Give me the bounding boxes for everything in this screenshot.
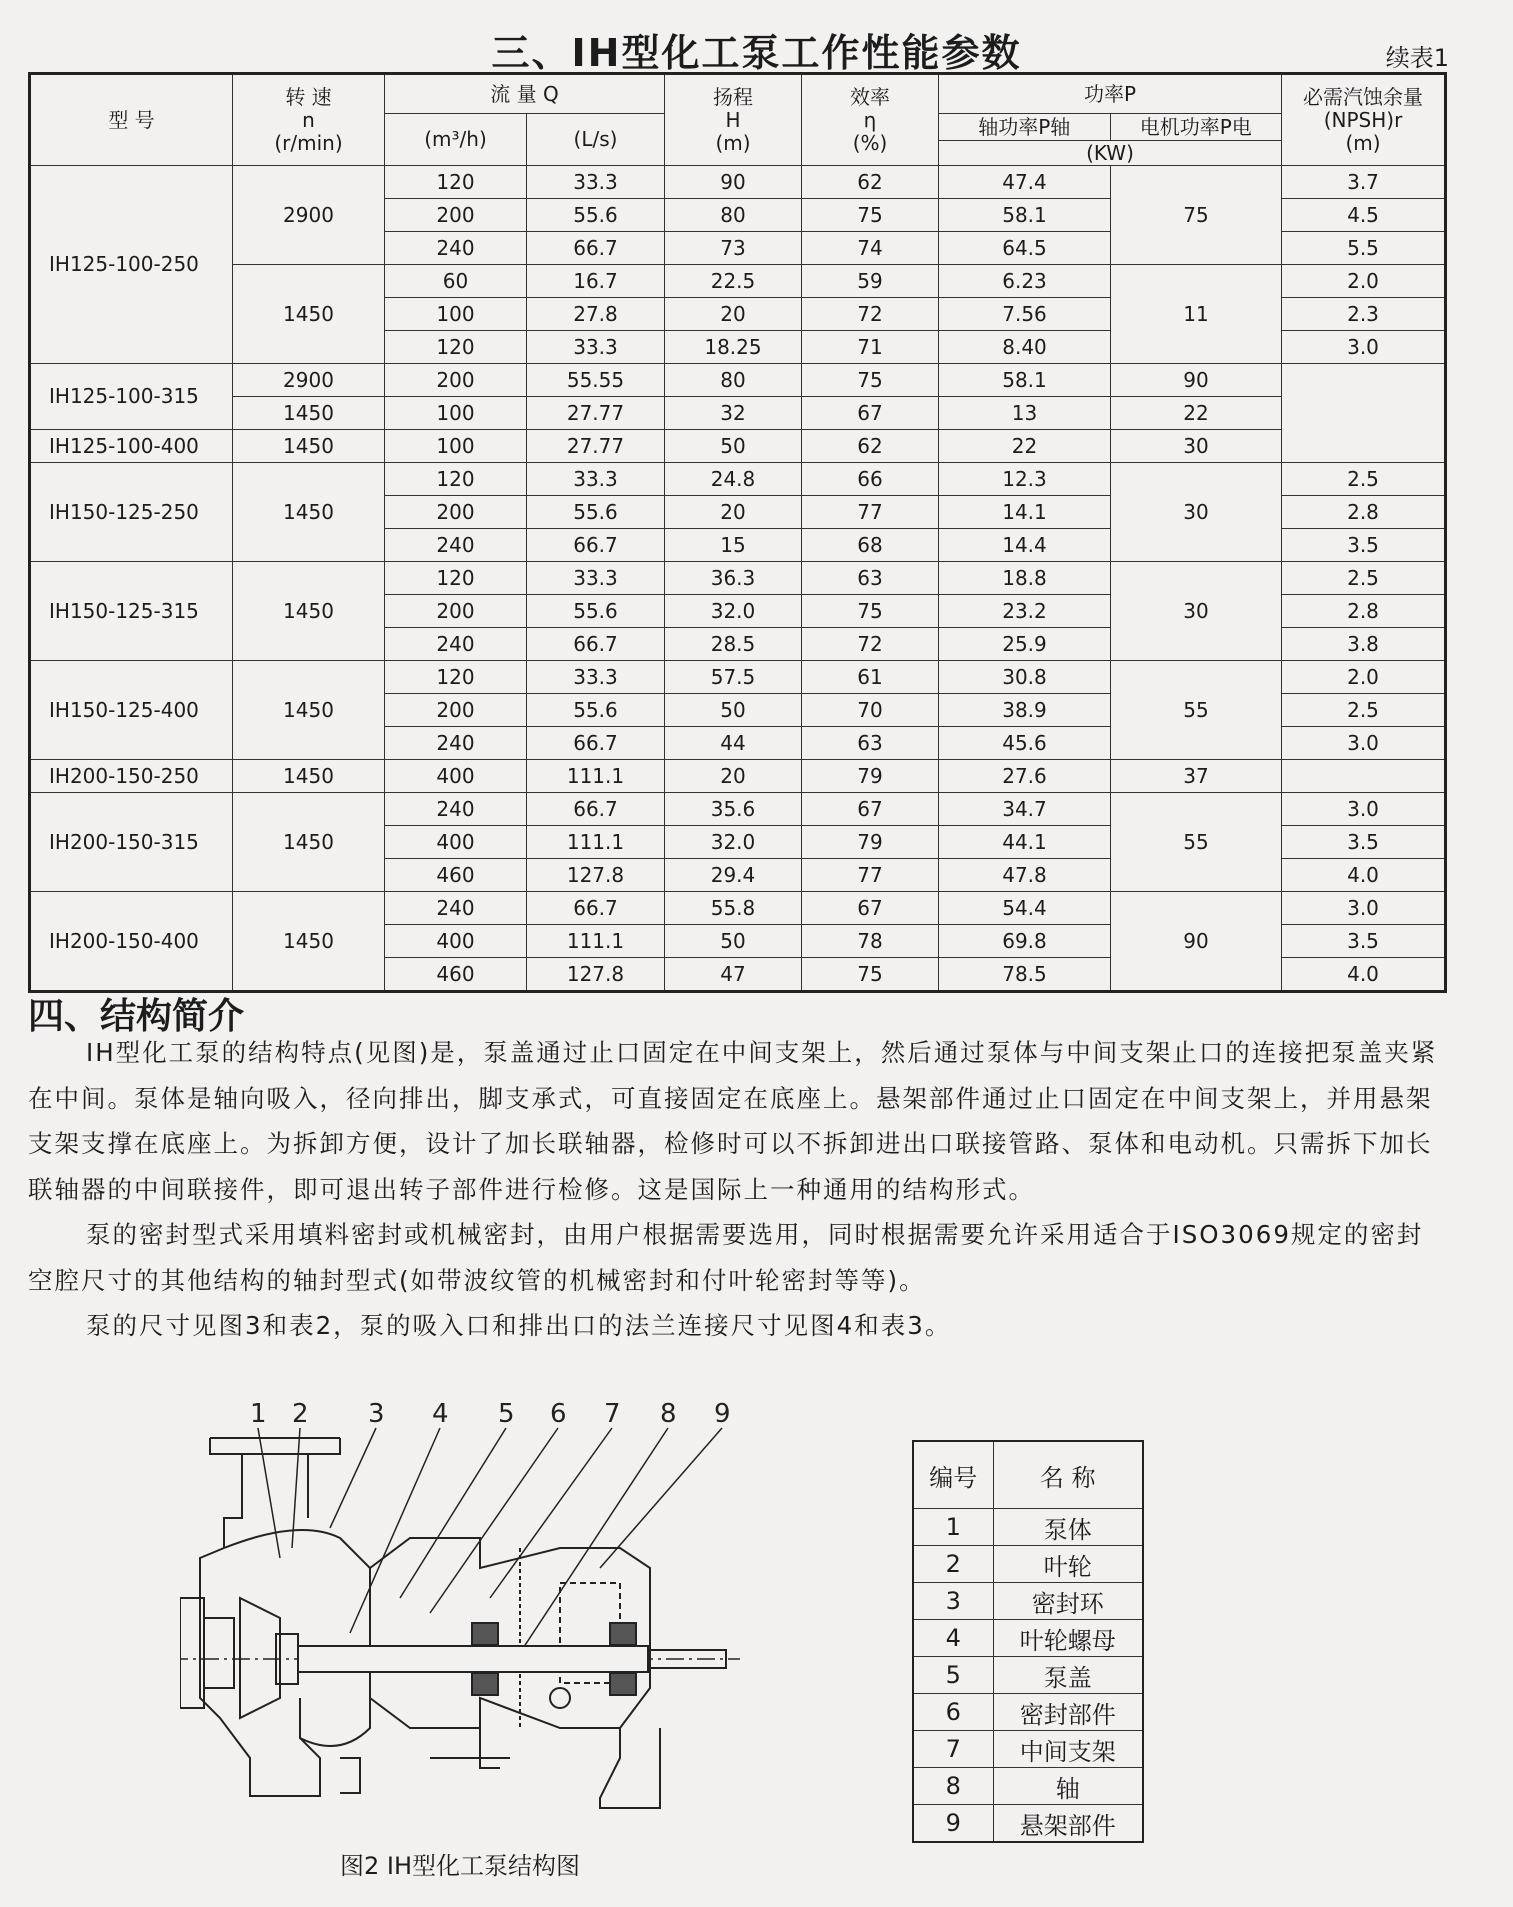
cell-npsh: 2.8 xyxy=(1282,496,1446,529)
cell-head: 20 xyxy=(665,760,802,793)
cell-head: 36.3 xyxy=(665,562,802,595)
cell-model: IH200-150-315 xyxy=(30,793,233,892)
callout-6: 6 xyxy=(550,1399,567,1429)
cell-flow-ls: 27.8 xyxy=(527,298,665,331)
callout-8: 8 xyxy=(660,1399,677,1429)
cell-flow-m3h: 100 xyxy=(385,430,527,463)
cell-npsh: 2.5 xyxy=(1282,694,1446,727)
cell-shaft-power: 13 xyxy=(939,397,1111,430)
parts-row xyxy=(913,1657,1143,1694)
cell-head: 57.5 xyxy=(665,661,802,694)
part-name: 叶轮螺母 xyxy=(993,1620,1143,1657)
callout-3: 3 xyxy=(368,1399,385,1429)
part-name: 轴 xyxy=(993,1768,1143,1805)
table-row xyxy=(30,463,1446,496)
header-speed: 转 速 n (r/min) xyxy=(233,74,385,166)
header-power-sub xyxy=(939,114,1282,166)
cell-speed: 1450 xyxy=(233,562,385,661)
parts-row xyxy=(913,1768,1143,1805)
cell-npsh xyxy=(1282,364,1446,463)
cell-head: 32.0 xyxy=(665,826,802,859)
cell-npsh: 3.8 xyxy=(1282,628,1446,661)
parts-row xyxy=(913,1694,1143,1731)
callout-9: 9 xyxy=(714,1399,731,1429)
cell-speed: 1450 xyxy=(233,265,385,364)
cell-head: 80 xyxy=(665,364,802,397)
header-flow-ls: (L/s) xyxy=(527,114,665,166)
performance-table-body xyxy=(30,166,1446,992)
parts-header-number: 编号 xyxy=(913,1441,993,1509)
part-name: 悬架部件 xyxy=(993,1805,1143,1843)
part-number: 6 xyxy=(913,1694,993,1731)
cell-shaft-power: 54.4 xyxy=(939,892,1111,925)
header-motor-power: 电机功率P电 xyxy=(1139,114,1252,139)
cell-head: 47 xyxy=(665,958,802,992)
part-name: 密封部件 xyxy=(993,1694,1143,1731)
part-number: 4 xyxy=(913,1620,993,1657)
cell-efficiency: 63 xyxy=(802,562,939,595)
cell-shaft-power: 22 xyxy=(939,430,1111,463)
cell-shaft-power: 27.6 xyxy=(939,760,1111,793)
cell-npsh: 2.5 xyxy=(1282,463,1446,496)
part-name: 泵体 xyxy=(993,1509,1143,1546)
cell-head: 50 xyxy=(665,925,802,958)
cell-npsh: 4.0 xyxy=(1282,859,1446,892)
table-row xyxy=(30,760,1446,793)
cell-flow-ls: 111.1 xyxy=(527,925,665,958)
figure-caption: 图2 IH型化工泵结构图 xyxy=(340,1852,581,1880)
cell-shaft-power: 23.2 xyxy=(939,595,1111,628)
cell-npsh: 3.5 xyxy=(1282,826,1446,859)
callout-7: 7 xyxy=(604,1399,621,1429)
parts-row xyxy=(913,1546,1143,1583)
cell-shaft-power: 34.7 xyxy=(939,793,1111,826)
cell-flow-m3h: 200 xyxy=(385,199,527,232)
cell-shaft-power: 38.9 xyxy=(939,694,1111,727)
cell-flow-ls: 127.8 xyxy=(527,859,665,892)
cell-shaft-power: 30.8 xyxy=(939,661,1111,694)
cell-efficiency: 77 xyxy=(802,496,939,529)
part-name: 中间支架 xyxy=(993,1731,1143,1768)
cell-efficiency: 61 xyxy=(802,661,939,694)
cell-shaft-power: 6.23 xyxy=(939,265,1111,298)
callout-5: 5 xyxy=(498,1399,515,1429)
cell-motor-power: 37 xyxy=(1111,760,1282,793)
cell-speed: 1450 xyxy=(233,463,385,562)
cell-flow-ls: 55.6 xyxy=(527,496,665,529)
callout-4: 4 xyxy=(432,1399,449,1429)
cell-motor-power: 55 xyxy=(1111,793,1282,892)
cell-flow-m3h: 200 xyxy=(385,595,527,628)
cell-flow-ls: 27.77 xyxy=(527,430,665,463)
cell-efficiency: 59 xyxy=(802,265,939,298)
cell-head: 20 xyxy=(665,496,802,529)
cell-flow-ls: 55.55 xyxy=(527,364,665,397)
cell-efficiency: 75 xyxy=(802,595,939,628)
part-number: 3 xyxy=(913,1583,993,1620)
cell-motor-power: 90 xyxy=(1111,364,1282,397)
cell-efficiency: 72 xyxy=(802,628,939,661)
parts-table xyxy=(912,1440,1144,1843)
cell-flow-ls: 111.1 xyxy=(527,760,665,793)
cell-efficiency: 75 xyxy=(802,364,939,397)
paragraph: IH型化工泵的结构特点(见图)是，泵盖通过止口固定在中间支架上，然后通过泵体与中间支架止口的连接把泵盖夹紧在中间。泵体是轴向吸入，径向排出，脚支承式，可直接固定在底座上。悬架部件通过止口固定在中间支架上，并用悬架支架支撑在底座上。为拆卸方便，设计了加长联轴器，检修时可以不拆卸进出口联接管路、泵体和电动机。只需拆下加长联轴器的中间联接件，即可退出转子部件进行检修。这是国际上一种通用的结构形式。 xyxy=(28,1038,1438,1204)
cell-head: 22.5 xyxy=(665,265,802,298)
cell-flow-ls: 55.6 xyxy=(527,199,665,232)
cell-head: 44 xyxy=(665,727,802,760)
cell-efficiency: 63 xyxy=(802,727,939,760)
cell-speed: 1450 xyxy=(233,892,385,992)
cell-flow-m3h: 100 xyxy=(385,397,527,430)
cell-shaft-power: 47.8 xyxy=(939,859,1111,892)
cell-motor-power: 75 xyxy=(1111,166,1282,265)
table-row xyxy=(30,397,1446,430)
performance-table xyxy=(28,72,1447,993)
cell-shaft-power: 12.3 xyxy=(939,463,1111,496)
cell-speed: 1450 xyxy=(233,793,385,892)
cell-npsh: 4.0 xyxy=(1282,958,1446,992)
cell-motor-power: 30 xyxy=(1111,562,1282,661)
cell-flow-ls: 33.3 xyxy=(527,331,665,364)
cell-npsh: 5.5 xyxy=(1282,232,1446,265)
part-name: 密封环 xyxy=(993,1583,1143,1620)
parts-row xyxy=(913,1583,1143,1620)
cell-npsh: 2.0 xyxy=(1282,661,1446,694)
cell-npsh: 2.8 xyxy=(1282,595,1446,628)
header-flow: 流 量 Q xyxy=(385,74,665,114)
cell-head: 73 xyxy=(665,232,802,265)
cell-shaft-power: 8.40 xyxy=(939,331,1111,364)
parts-table-body xyxy=(913,1509,1143,1843)
cell-shaft-power: 58.1 xyxy=(939,199,1111,232)
cell-shaft-power: 64.5 xyxy=(939,232,1111,265)
cell-flow-m3h: 400 xyxy=(385,826,527,859)
cell-flow-ls: 33.3 xyxy=(527,463,665,496)
cell-flow-m3h: 120 xyxy=(385,331,527,364)
cell-shaft-power: 58.1 xyxy=(939,364,1111,397)
cell-flow-m3h: 240 xyxy=(385,892,527,925)
cell-efficiency: 75 xyxy=(802,958,939,992)
cell-shaft-power: 7.56 xyxy=(939,298,1111,331)
cell-head: 55.8 xyxy=(665,892,802,925)
cell-speed: 1450 xyxy=(233,430,385,463)
table-row xyxy=(30,562,1446,595)
part-number: 1 xyxy=(913,1509,993,1546)
cell-npsh: 2.0 xyxy=(1282,265,1446,298)
cell-head: 29.4 xyxy=(665,859,802,892)
cell-efficiency: 72 xyxy=(802,298,939,331)
table-row xyxy=(30,166,1446,199)
parts-row xyxy=(913,1731,1143,1768)
table-row xyxy=(30,430,1446,463)
cell-speed: 2900 xyxy=(233,166,385,265)
table-row xyxy=(30,364,1446,397)
part-name: 泵盖 xyxy=(993,1657,1143,1694)
cell-shaft-power: 25.9 xyxy=(939,628,1111,661)
part-number: 9 xyxy=(913,1805,993,1843)
cell-efficiency: 75 xyxy=(802,199,939,232)
cell-speed: 1450 xyxy=(233,760,385,793)
cell-head: 50 xyxy=(665,430,802,463)
cell-speed: 1450 xyxy=(233,661,385,760)
paragraph: 泵的尺寸见图3和表2，泵的吸入口和排出口的法兰连接尺寸见图4和表3。 xyxy=(86,1311,952,1340)
cell-head: 18.25 xyxy=(665,331,802,364)
cell-flow-m3h: 100 xyxy=(385,298,527,331)
cell-motor-power: 30 xyxy=(1111,463,1282,562)
header-power-unit: (KW) xyxy=(1086,140,1134,165)
pump-structure-figure xyxy=(180,1398,820,1828)
cell-flow-m3h: 120 xyxy=(385,166,527,199)
cell-shaft-power: 14.1 xyxy=(939,496,1111,529)
cell-flow-m3h: 120 xyxy=(385,562,527,595)
part-name: 叶轮 xyxy=(993,1546,1143,1583)
cell-head: 15 xyxy=(665,529,802,562)
cell-efficiency: 79 xyxy=(802,760,939,793)
cell-model: IH150-125-250 xyxy=(30,463,233,562)
cell-flow-m3h: 400 xyxy=(385,925,527,958)
cell-shaft-power: 78.5 xyxy=(939,958,1111,992)
cell-shaft-power: 69.8 xyxy=(939,925,1111,958)
cell-flow-ls: 66.7 xyxy=(527,232,665,265)
cell-model: IH200-150-400 xyxy=(30,892,233,992)
cell-flow-ls: 127.8 xyxy=(527,958,665,992)
cell-shaft-power: 14.4 xyxy=(939,529,1111,562)
cell-speed: 2900 xyxy=(233,364,385,397)
cell-flow-m3h: 120 xyxy=(385,463,527,496)
parts-row xyxy=(913,1620,1143,1657)
cell-flow-m3h: 120 xyxy=(385,661,527,694)
cell-flow-ls: 66.7 xyxy=(527,727,665,760)
header-efficiency: 效率 η (%) xyxy=(802,74,939,166)
cell-efficiency: 67 xyxy=(802,397,939,430)
cell-npsh: 3.7 xyxy=(1282,166,1446,199)
performance-table-container xyxy=(28,72,1444,986)
header-shaft-power: 轴功率P轴 xyxy=(939,114,1111,140)
cell-npsh: 3.0 xyxy=(1282,793,1446,826)
header-power: 功率P xyxy=(939,74,1282,114)
callout-1: 1 xyxy=(250,1399,267,1429)
cell-efficiency: 71 xyxy=(802,331,939,364)
table-row xyxy=(30,265,1446,298)
parts-row xyxy=(913,1509,1143,1546)
cell-model: IH150-125-400 xyxy=(30,661,233,760)
cell-head: 80 xyxy=(665,199,802,232)
cell-flow-ls: 55.6 xyxy=(527,694,665,727)
cell-flow-ls: 66.7 xyxy=(527,892,665,925)
cell-flow-ls: 33.3 xyxy=(527,166,665,199)
table-row xyxy=(30,661,1446,694)
cell-efficiency: 67 xyxy=(802,793,939,826)
cell-flow-ls: 66.7 xyxy=(527,793,665,826)
cell-motor-power: 22 xyxy=(1111,397,1282,430)
cell-flow-ls: 33.3 xyxy=(527,661,665,694)
cell-flow-m3h: 240 xyxy=(385,793,527,826)
cell-npsh: 3.0 xyxy=(1282,727,1446,760)
header-head: 扬程 H (m) xyxy=(665,74,802,166)
cell-efficiency: 62 xyxy=(802,430,939,463)
cell-efficiency: 62 xyxy=(802,166,939,199)
cell-model: IH200-150-250 xyxy=(30,760,233,793)
cell-model: IH150-125-315 xyxy=(30,562,233,661)
cell-npsh: 4.5 xyxy=(1282,199,1446,232)
cell-efficiency: 66 xyxy=(802,463,939,496)
cell-head: 35.6 xyxy=(665,793,802,826)
cell-flow-ls: 111.1 xyxy=(527,826,665,859)
cell-head: 32.0 xyxy=(665,595,802,628)
parts-header-name: 名 称 xyxy=(993,1441,1143,1509)
cell-flow-m3h: 240 xyxy=(385,232,527,265)
cell-motor-power: 11 xyxy=(1111,265,1282,364)
section-paragraphs xyxy=(28,1030,1446,1349)
cell-model: IH125-100-400 xyxy=(30,430,233,463)
cell-head: 90 xyxy=(665,166,802,199)
cell-efficiency: 74 xyxy=(802,232,939,265)
cell-shaft-power: 44.1 xyxy=(939,826,1111,859)
cell-flow-m3h: 400 xyxy=(385,760,527,793)
pump-cross-section-drawing xyxy=(180,1398,820,1828)
section-title: 四、结构简介 xyxy=(28,996,245,1037)
cell-flow-m3h: 200 xyxy=(385,694,527,727)
table-row xyxy=(30,793,1446,826)
cell-flow-ls: 66.7 xyxy=(527,529,665,562)
continued-table-label: 续表1 xyxy=(1385,44,1449,72)
parts-legend xyxy=(912,1440,1142,1843)
cell-speed: 1450 xyxy=(233,397,385,430)
cell-efficiency: 78 xyxy=(802,925,939,958)
cell-head: 50 xyxy=(665,694,802,727)
cell-shaft-power: 18.8 xyxy=(939,562,1111,595)
header-flow-m3h: (m³/h) xyxy=(385,114,527,166)
cell-npsh: 2.3 xyxy=(1282,298,1446,331)
part-number: 2 xyxy=(913,1546,993,1583)
cell-motor-power: 90 xyxy=(1111,892,1282,992)
cell-shaft-power: 45.6 xyxy=(939,727,1111,760)
cell-flow-m3h: 200 xyxy=(385,496,527,529)
cell-head: 24.8 xyxy=(665,463,802,496)
cell-motor-power: 30 xyxy=(1111,430,1282,463)
cell-model: IH125-100-315 xyxy=(30,364,233,430)
cell-npsh: 3.0 xyxy=(1282,331,1446,364)
cell-motor-power: 55 xyxy=(1111,661,1282,760)
cell-efficiency: 68 xyxy=(802,529,939,562)
callout-2: 2 xyxy=(292,1399,309,1429)
header-model: 型 号 xyxy=(30,74,233,166)
part-number: 8 xyxy=(913,1768,993,1805)
cell-flow-m3h: 240 xyxy=(385,529,527,562)
cell-flow-ls: 55.6 xyxy=(527,595,665,628)
cell-efficiency: 67 xyxy=(802,892,939,925)
paragraph: 泵的密封型式采用填料密封或机械密封，由用户根据需要选用，同时根据需要允许采用适合于ISO3069规定的密封空腔尺寸的其他结构的轴封型式(如带波纹管的机械密封和付叶轮密封等等)。 xyxy=(28,1220,1424,1295)
cell-npsh xyxy=(1282,760,1446,793)
header-npsh: 必需汽蚀余量 (NPSH)r (m) xyxy=(1282,74,1446,166)
cell-flow-m3h: 460 xyxy=(385,958,527,992)
cell-flow-ls: 66.7 xyxy=(527,628,665,661)
cell-head: 20 xyxy=(665,298,802,331)
cell-flow-ls: 16.7 xyxy=(527,265,665,298)
cell-flow-m3h: 240 xyxy=(385,727,527,760)
cell-efficiency: 79 xyxy=(802,826,939,859)
cell-npsh: 3.5 xyxy=(1282,529,1446,562)
cell-npsh: 2.5 xyxy=(1282,562,1446,595)
cell-flow-m3h: 200 xyxy=(385,364,527,397)
parts-row xyxy=(913,1805,1143,1843)
cell-flow-m3h: 460 xyxy=(385,859,527,892)
page-title: 三、IH型化工泵工作性能参数 xyxy=(491,31,1022,75)
table-row xyxy=(30,892,1446,925)
cell-flow-ls: 27.77 xyxy=(527,397,665,430)
cell-shaft-power: 47.4 xyxy=(939,166,1111,199)
part-number: 7 xyxy=(913,1731,993,1768)
cell-flow-m3h: 240 xyxy=(385,628,527,661)
cell-efficiency: 70 xyxy=(802,694,939,727)
cell-model: IH125-100-250 xyxy=(30,166,233,364)
cell-efficiency: 77 xyxy=(802,859,939,892)
cell-npsh: 3.0 xyxy=(1282,892,1446,925)
cell-flow-ls: 33.3 xyxy=(527,562,665,595)
cell-head: 32 xyxy=(665,397,802,430)
part-number: 5 xyxy=(913,1657,993,1694)
cell-flow-m3h: 60 xyxy=(385,265,527,298)
cell-npsh: 3.5 xyxy=(1282,925,1446,958)
cell-head: 28.5 xyxy=(665,628,802,661)
